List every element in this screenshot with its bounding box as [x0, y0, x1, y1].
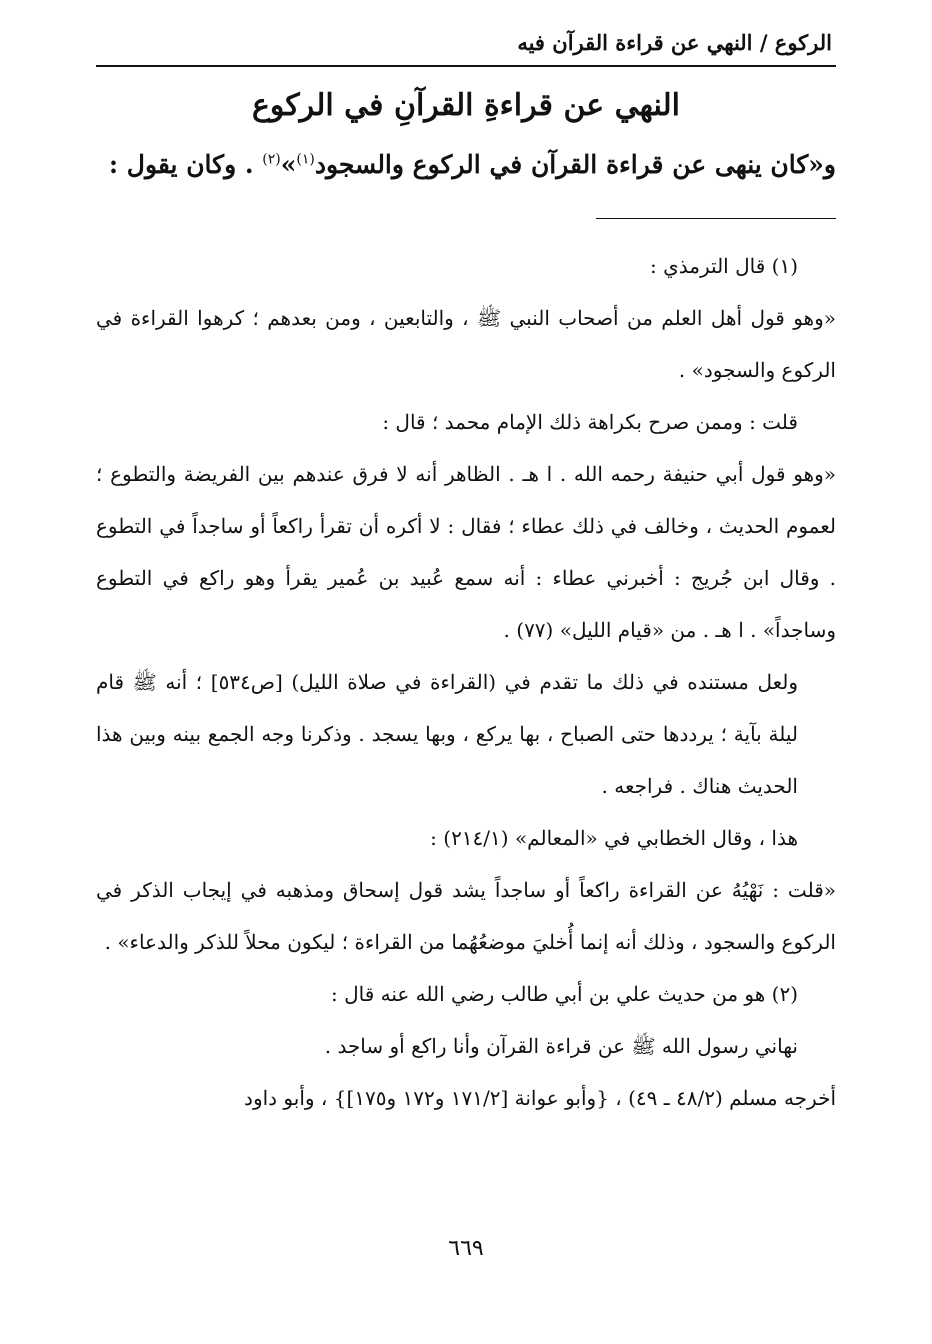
- main-text-line: [96, 150, 836, 179]
- footnote-paragraph: «وهو قول أبي حنيفة رحمه الله . ا هـ . الظاهر أنه لا فرق عندهم بين الفريضة والتطوع ؛ لعموم الحديث ، وخالف في ذلك عطاء ؛ فقال : لا أكره أن تقرأ راكعاً أو ساجداً في التطوع . وقال ابن جُريج : أخبرني عطاء : أنه سمع عُبيد بن عُمير يقرأ وهو راكع في التطوع وساجداً» . ا هـ . من «قيام الليل» (٧٧) .: [96, 462, 836, 642]
- footnote-paragraph: قلت : وممن صرح بكراهة ذلك الإمام محمد ؛ قال :: [382, 410, 798, 434]
- footnote-paragraph: ولعل مستنده في ذلك ما تقدم في (القراءة في صلاة الليل) [ص٥٣٤] ؛ أنه ﷺ قام ليلة بآية ؛ يرددها حتى الصباح ، بها يركع ، وبها يسجد . وذكرنا وجه الجمع بينه وبين هذا الحديث هناك . فراجعه .: [96, 670, 798, 798]
- footnote-ref-2: (٢): [262, 151, 281, 168]
- main-text-before: و«كان ينهى عن قراءة القرآن في الركوع والسجود: [314, 150, 836, 179]
- header-rule: [96, 65, 836, 67]
- footnote-paragraph: «قلت : نَهْيُهُ عن القراءة راكعاً أو ساجداً يشد قول إسحاق ومذهبه في إيجاب الذكر في الركوع والسجود ، وذلك أنه إنما أُخليَ موضعُهُما من القراءة ؛ ليكون محلاً للذكر والدعاء» .: [96, 878, 836, 954]
- footnote-1-heading: (١) قال الترمذي :: [650, 254, 798, 278]
- footnotes-block: [96, 240, 836, 1124]
- section-title: النهي عن قراءةِ القرآنِ في الركوع: [252, 88, 680, 123]
- footnote-2-heading: (٢) هو من حديث علي بن أبي طالب رضي الله عنه قال :: [330, 982, 798, 1006]
- main-text-after: . وكان يقول :: [108, 150, 263, 179]
- footnote-ref-1: (١): [296, 151, 315, 168]
- main-text-quote-close: »: [280, 150, 297, 179]
- footnote-paragraph: نهاني رسول الله ﷺ عن قراءة القرآن وأنا راكع أو ساجد .: [324, 1034, 798, 1058]
- footnote-paragraph: هذا ، وقال الخطابي في «المعالم» (٢١٤/١) :: [430, 826, 798, 850]
- footnote-separator: [596, 218, 836, 219]
- footnote-paragraph: أخرجه مسلم (٤٨/٢ ـ ٤٩) ، {وأبو عوانة [١٧١/٢ و١٧٢ و١٧٥]} ، وأبو داود: [244, 1086, 836, 1110]
- page-number: ٦٦٩: [448, 1236, 484, 1261]
- footnote-paragraph: «وهو قول أهل العلم من أصحاب النبي ﷺ ، والتابعين ، ومن بعدهم ؛ كرهوا القراءة في الركوع والسجود» .: [96, 306, 836, 382]
- running-head: الركوع / النهي عن قراءة القرآن فيه: [517, 30, 832, 55]
